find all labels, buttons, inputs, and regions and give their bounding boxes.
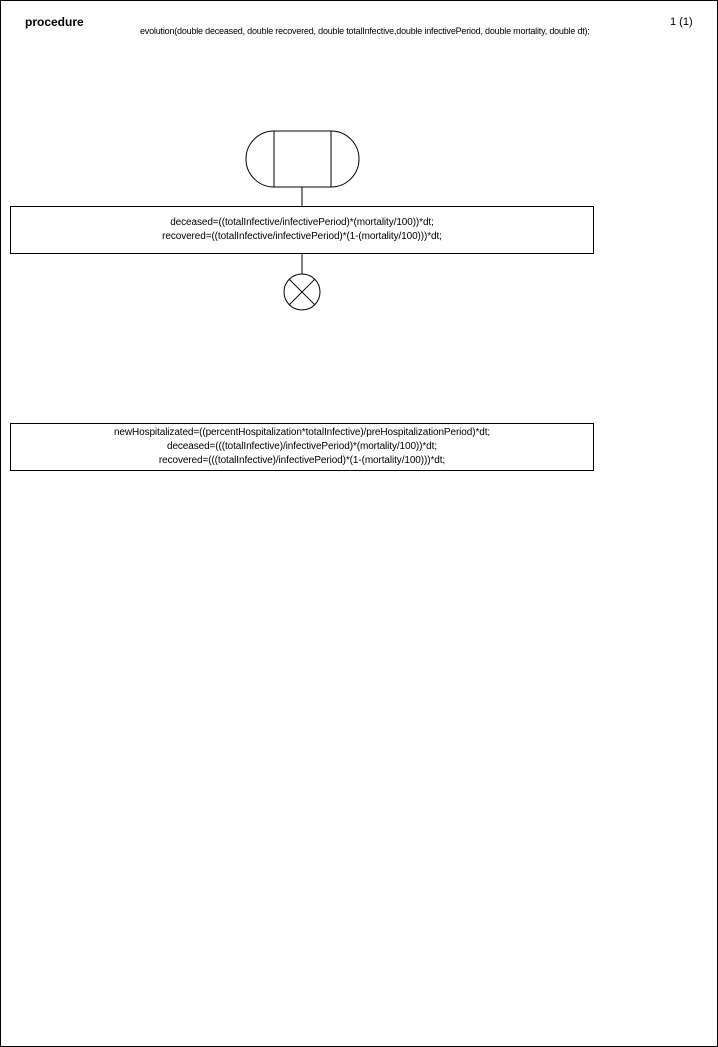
procedure-signature: evolution(double deceased, double recovered, double totalInfective,double infectivePeriod, double mortality, double dt);	[140, 26, 590, 36]
start-symbol-outline	[246, 131, 359, 187]
end-symbol[interactable]	[284, 274, 320, 310]
task-box-detached[interactable]	[10, 423, 594, 471]
task-line: newHospitalizated=((percentHospitalization*totalInfective)/preHospitalizationPeriod)*dt;	[113, 427, 491, 438]
task-line: deceased=(((totalInfective)/infectivePeriod)*(mortality/100))*dt;	[166, 441, 437, 452]
task-line: recovered=((totalInfective/infectivePeriod)*(1-(mortality/100)))*dt;	[162, 231, 442, 242]
task-line: deceased=((totalInfective/infectivePeriod)*(mortality/100))*dt;	[170, 217, 434, 228]
task-box-main[interactable]	[10, 206, 594, 254]
start-symbol[interactable]	[246, 131, 359, 187]
diagram-kind-label: procedure	[25, 15, 84, 29]
page-number: 1 (1)	[670, 16, 693, 28]
task-line: recovered=(((totalInfective)/infectivePeriod)*(1-(mortality/100)))*dt;	[158, 455, 446, 466]
